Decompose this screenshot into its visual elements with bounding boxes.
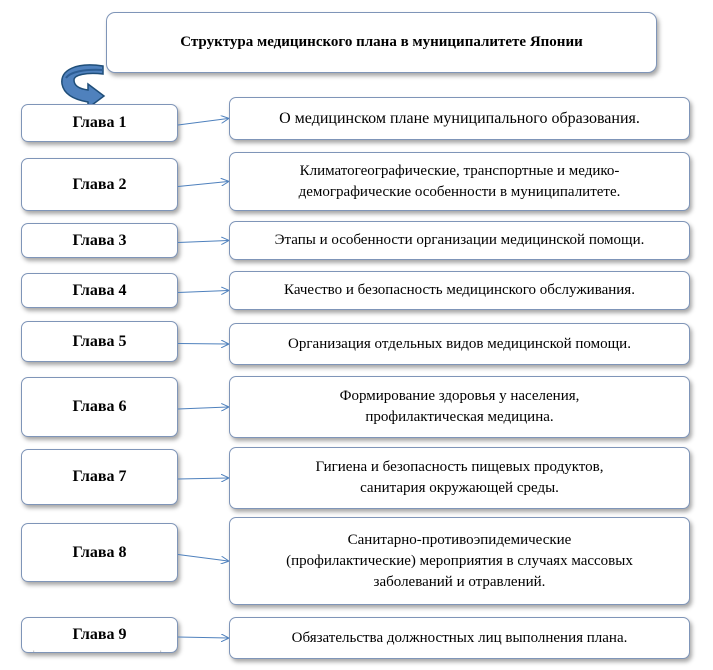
chapter-description-line: (профилактические) мероприятия в случаях массовых <box>286 552 633 569</box>
chapter-description-line: Качество и безопасность медицинского обслуживания. <box>284 282 635 298</box>
connector-arrow <box>178 119 228 126</box>
chapter-description-line: Санитарно-противоэпидемические <box>347 531 572 548</box>
diagram-title <box>106 12 657 73</box>
connector-arrow <box>178 241 228 243</box>
chapter-description-box <box>229 97 690 140</box>
chapter-description-box <box>229 376 690 438</box>
chapter-description-box <box>229 152 690 211</box>
chapter-description-line: Организация отдельных видов медицинской помощи. <box>288 335 631 352</box>
chapter-description-line: Гигиена и безопасность пищевых продуктов, <box>315 459 604 475</box>
chapter-box <box>21 523 178 582</box>
chapter-description-box <box>229 617 690 659</box>
connector-arrow <box>178 407 228 409</box>
diagram-title-text: Структура медицинского плана в муниципалитете Японии <box>180 34 583 50</box>
chapter-description-box <box>229 271 690 310</box>
connector-arrow <box>178 344 228 345</box>
connector-arrow <box>178 291 228 293</box>
chapter-description-line: демографические особенности в муниципалитете. <box>298 183 621 200</box>
connector-arrow <box>178 182 228 187</box>
chapter-description-box <box>229 447 690 509</box>
chapter-description-box <box>229 517 690 605</box>
chapter-label: Глава 6 <box>72 398 127 415</box>
chapter-description-line: заболеваний и отравлений. <box>373 573 546 590</box>
chapter-box <box>21 223 178 258</box>
chapter-description-box <box>229 323 690 365</box>
chapter-box <box>21 273 178 308</box>
chapter-description-line: санитария окружающей среды. <box>360 480 559 496</box>
chapter-box <box>21 321 178 362</box>
chapter-box <box>21 158 178 211</box>
chapter-label: Глава 8 <box>72 543 127 561</box>
chapter-label: Глава 3 <box>72 231 127 249</box>
chapter-description-line: Этапы и особенности организации медицинской помощи. <box>274 232 645 248</box>
chapter-description-line: О медицинском плане муниципального образования. <box>279 110 640 127</box>
chapter-box <box>21 104 178 142</box>
connector-arrow <box>178 555 228 562</box>
chapter-description-line: профилактическая медицина. <box>365 409 554 425</box>
chapter-description-line: Формирование здоровья у населения, <box>339 388 580 404</box>
connector-arrow <box>178 478 228 479</box>
chapter-label: Глава 5 <box>72 332 127 350</box>
connector-arrow <box>178 637 228 638</box>
chapter-box <box>21 377 178 437</box>
chapter-label: Глава 2 <box>72 175 127 193</box>
crop-mark: ' <box>160 650 162 657</box>
chapter-box <box>21 449 178 505</box>
chapter-label: Глава 4 <box>72 281 127 299</box>
chapter-label: Глава 1 <box>72 114 127 131</box>
chapter-label: Глава 9 <box>72 626 127 643</box>
chapter-description-line: Климатогеографические, транспортные и медико- <box>299 162 620 179</box>
crop-mark: ' <box>33 650 35 657</box>
chapter-box <box>21 617 178 653</box>
chapter-description-box <box>229 221 690 260</box>
chapter-label: Глава 7 <box>72 468 127 485</box>
chapter-description-line: Обязательства должностных лиц выполнения плана. <box>291 629 628 646</box>
